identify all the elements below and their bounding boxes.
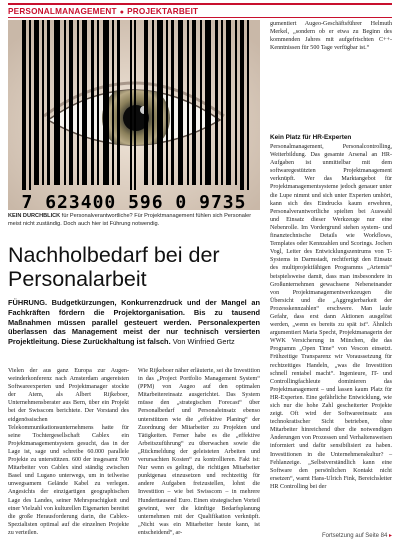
article-headline: Nachholbedarf bei der Personalarbeit (8, 243, 220, 291)
article-lead (8, 298, 260, 347)
caption-lead: KEIN DURCHBLICK (8, 213, 61, 219)
arrow-right-icon: ▸ (388, 533, 392, 539)
subheading: Kein Platz für HR-Experten (270, 134, 352, 141)
lead-text: FÜHRUNG. Budgetkürzungen, Konkurrenzdruck und der Mangel an Fachkräften fördern die Projektorganisation. Bis zu tausend Maßnahmen müssen parallel gesteuert werden. Personalexperten überlassen das Management meist der nur technisch versierten Projektleitung. Diese Zurückhaltung ist falsch. (8, 298, 260, 347)
body-column-3 (270, 143, 392, 491)
continued-text: Fortsetzung auf Seite 84 (321, 533, 388, 539)
caption-text: für Personalverantwortliche? Für Projektmanagement fühlen sich Personaler meist nicht zuständig. Doch auch hier ist Führung notwendig. (8, 213, 252, 227)
author-byline: Von Winfried Gertz (170, 337, 235, 347)
image-caption (8, 213, 260, 228)
body-column-1 (8, 367, 129, 537)
subsection-label: PROJEKTARBEIT (127, 7, 199, 16)
barcode-number: 7 623400 596 0 9735 (21, 192, 247, 210)
body-paragraph: Wie Rijkeboer näher erläuterte, sei die Investition in das „Project Portfolio Management System“ (PPM) von Augeo auf den optimalen Mitarbeitereinsatz ausgerichtet. Das System müsse den „strategischen Forecast“ über Personalbedarf und Personaleinsatz ebenso unterstützen wie die „effektive Planing“ der Zuordnung der Mitarbeiter zu Projekten und Tätigkeiten. Ferner habe es die „effektive Arbeitszuführung“ zu überwachen sowie die „Rückmeldung der geleisteten Arbeiten und verursachten Kosten“ zu kontrollieren. Fakt ist: Nur wenn es gelingt, die richtigen Mitarbeiter punktgenau einzusetzen und rechtzeitig für andere Aufgaben freizustellen, lohnt die Investition – wie bei Swisscom – in mehrere Hunderttausend Euro. Einen strategischen Vorteil gewinnt, wer die künftige Bedarfsplanung unternehmen mit der Qualifikation verknüpft. „Nicht was ein Mitarbeiter heute kann, ist entscheidend“, ar- (138, 368, 260, 536)
barcode-eye-illustration (8, 20, 260, 210)
body-column-3-top (270, 20, 392, 52)
top-accent-bar (8, 3, 392, 5)
continued-link[interactable] (322, 532, 392, 539)
section-header (8, 7, 198, 16)
body-column-2 (138, 367, 260, 537)
section-label: PERSONALMANAGEMENT (8, 7, 117, 16)
body-paragraph: Vielen der aus ganz Europa zur Augen-weinderkonferenz nach Amsterdam angereisten Softwareexperten und Projektmanager stockte der Atem, als Albert Rijkeboer, Unternehmensberater aus Bern, über ein Projekt bei der Swisscom berichtete. Der Vorstand des eidgenössischen Telekommunikationsunternehmens hatte für seine Tochtergesellschaft Cablex ein Projektmanagementsystem gesucht, das in der Lage ist, sage und schreibe 60.000 parallele Projekte zu unterstützen. 600 der insgesamt 700 Mitarbeiter von Cablex sind ständig zwischen Basel und Lugano unterwegs, um in teilweise unwegsamem Gelände Kabel zu verlegen. Angesichts der einzigartigen geographischen Lage des Landes, seiner Mehrsprachigkeit und einer Vielzahl von kulturellen Eigenarten bereitet die große Herausforderung darin, die Cablex-Spezialisten optimal auf die einzelnen Projekte zu verteilen. (8, 368, 129, 536)
body-paragraph: Personalmanagement, Personalcontrolling, Weiterbildung. Das gesamte Arsenal an HR-Aufgaben ist unmittelbar mit dem softwaregestützten Projektmanagement verknüpft. Wer das Marktangebot für Projektmanagementsysteme jedoch genauer unter die Lupe nimmt und sich unter Experten umhört, kann sich des Eindrucks kaum erwehren, Personalverantwortliche spielten bei Auswahl und Einsatz dieser Werkzeuge nur eine Nebenrolle. Im Vordergrund stehen system- und finanztechnische Details wie Workflows, Templates oder Kennzahlen und Scorings. Jochen Vogl, Leiter des Entwicklungszentrums von T-Systems in Darmstadt, rechtfertigt den Einsatz des multiprojektfähigen Programms „Artemis“ beispielsweise damit, dass man insbesondere in Großunternehmen gewachsene Nebeneinander von Projektmanagementwerkzeugen die Übersicht und die „Aggregierbarkeit der Prozesskennzahlen“ erschwere. Man laufe Gefahr, dass erst dann Aktionen ausgelöst werden, „wenn es bereits zu spät ist“. Ähnlich argumentiert Maria Specht, Projektmanagerin der WWK Versicherung in München, die das Programm „Open Time“ von Vescon einsetzt. Frühzeitige Transparenz wir Voraussetzung für rechtzeitiges Handeln, „was die Investition schnell rentabel macht“. Ingenieure, IT- und Controllingfachleute dominieren das Projektmanagement – und lassen kaum Platz für HR-Experten. Eine gefährliche Entwicklung, wie sich nur die hohe Zahl gescheiterter Projekte zeigt. Oft wird der Softwareeinsatz aus technokratischer Sicht betrieben, ohne Mitarbeiter hinreichend über die notwendigen Änderungen von Prozessen und Verhaltensweisen informiert und dafür sensibilisiert zu haben. Investitionen in die Unternehmenskultur? – Fehlanzeige. „Selbstverständlich kann eine Software den persönlichen Kontakt nicht ersetzen“, warnt Hans-Ulrich Fink, Bereichsleiter HR Controlling bei der (270, 144, 392, 490)
header-rule (8, 17, 392, 18)
hero-image (8, 20, 260, 210)
separator-dot: ● (119, 9, 125, 16)
body-paragraph: gumentiert Augeo-Geschäftsführer Helmuth Merkel, „sondern ob er etwa zu Beginn des kommenden Jahres mit aufgefrischten C++-Kenntnissen für 500 Tage verfügbar ist.“ (270, 21, 392, 52)
